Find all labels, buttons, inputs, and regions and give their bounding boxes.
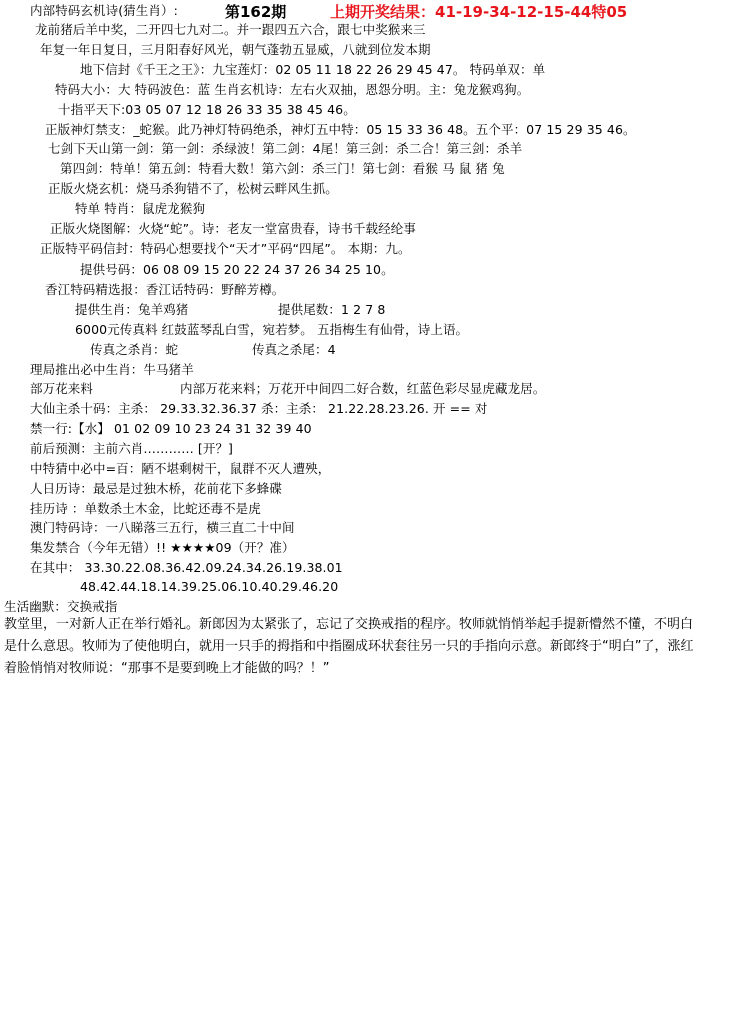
collection-line: 集发禁合（今年无错）!! ★★★★09（开？准） [30,540,295,555]
last-draw-result: 上期开奖结果：41-19-34-12-15-44特05 [330,3,628,21]
guess-line: 中特猜中必中=百：陋不堪剩树干，鼠群不灭人遭殃， [30,461,331,476]
underground-envelope: 地下信封《千王之王》：九宝莲灯：02 05 11 18 22 26 29 45 47。 特码单双：单 [80,62,546,77]
calendar-poem-1: 人日历诗：最忌是过独木桥，花前花下多蜂碟 [30,481,283,496]
flower-material-line: 内部万花来料；万花开中间四二好合数，红蓝色彩尽显虎藏龙居。 [180,381,546,396]
provided-tails: 提供尾数：1 2 7 8 [278,302,386,317]
macau-poem: 澳门特码诗：一八睇落三五行，横三直二十中间 [30,520,295,535]
flower-material-title: 部万花来料 [30,381,94,396]
humor-story: 教堂里，一对新人正在举行婚礼。新郎因为太紧张了，忘记了交换戒指的程序。牧师就悄悄举起手提新懵然不懂，不明白是什么意思。牧师为了使他明白，就用一只手的拇指和中指圈成环状套往另一只的手指向示意。新郎终于“明白”了，涨红着脸悄悄对牧师说：“那事不是要到晚上才能做的吗？！” [4,617,694,676]
fire-diagram-line: 正版火烧图解：火烧“蛇”。诗：老友一堂富贵春，诗书千载经纶事 [50,221,416,236]
ten-finger-line: 十指平天下:03 05 07 12 18 26 33 35 38 45 46。 [58,102,356,117]
poem-line-1: 龙前猪后羊中奖，二开四七九对二。并一跟四五六合，跟七中奖猴来三 [35,22,426,37]
calendar-poem-2: 挂历诗 ：单数杀土木金，比蛇还毒不是虎 [30,501,261,516]
humor-title: 生活幽默：交换戒指 [4,599,118,614]
fire-mystery-line: 正版火烧玄机：烧马杀狗错不了，松树云畔风生抓。 [48,181,338,196]
provided-numbers: 提供号码：06 08 09 15 20 22 24 37 26 34 25 10。 [80,262,394,277]
numbers-line-2: 48.42.44.18.14.39.25.06.10.40.29.46.20 [80,579,339,594]
special-single-line: 特单 特肖：鼠虎龙猴狗 [75,201,206,216]
forbidden-row: 禁一行:【水】 01 02 09 10 23 24 31 32 39 40 [30,421,312,436]
xiangjiang-line: 香江特码精选报：香江话特码：野醉芳樽。 [45,282,285,297]
numbers-line-1: 在其中： 33.30.22.08.36.42.09.24.34.26.19.38.01 [30,560,343,575]
provided-zodiacs: 提供生肖：兔羊鸡猪 [75,302,189,317]
fax-material-line: 6000元传真料 红鼓蓝琴乱白雪，宛若梦。 五指梅生有仙骨，诗上语。 [75,322,469,337]
issue-number: 第162期 [225,3,287,21]
magic-lamp-line: 正版神灯禁支：_蛇猴。此乃神灯特码绝杀，神灯五中特：05 15 33 36 48。五个平：07 15 29 35 46。 [45,122,636,137]
size-color-line: 特码大小：大 特码波色：蓝 生肖玄机诗：左右火双抽，恩怨分明。主：兔龙猴鸡狗。 [55,82,530,97]
header-label: 内部特码玄机诗(猜生肖）: [30,3,178,18]
flat-code-envelope: 正版特平码信封：特码心想要找个“天才”平码“四尾”。 本期：九。 [40,241,411,256]
seven-swords-line-2: 第四剑：特单！第五剑：特看大数！第六剑：杀三门！第七剑：看猴 马 鼠 猪 兔 [60,161,505,176]
forecast-line: 前后预测：主前六肖………… [开？] [30,441,234,456]
must-win-zodiac: 理局推出必中生肖：牛马猪羊 [30,362,194,377]
fax-kill-tail: 传真之杀尾：4 [252,342,336,357]
poem-line-2: 年复一年日复日，三月阳春好风光，朝气蓬勃五显威，八就到位发本期 [40,42,431,57]
fax-kill-zodiac: 传真之杀肖：蛇 [90,342,179,357]
seven-swords-line-1: 七剑下天山第一剑：第一剑：杀绿波！第二剑：4尾！第三剑：杀二合！第三剑：杀羊 [48,141,523,156]
immortal-kill-codes: 大仙主杀十码：主杀： 29.33.32.36.37 杀：主杀： 21.22.28.23.26. 开 == 对 [30,401,488,416]
